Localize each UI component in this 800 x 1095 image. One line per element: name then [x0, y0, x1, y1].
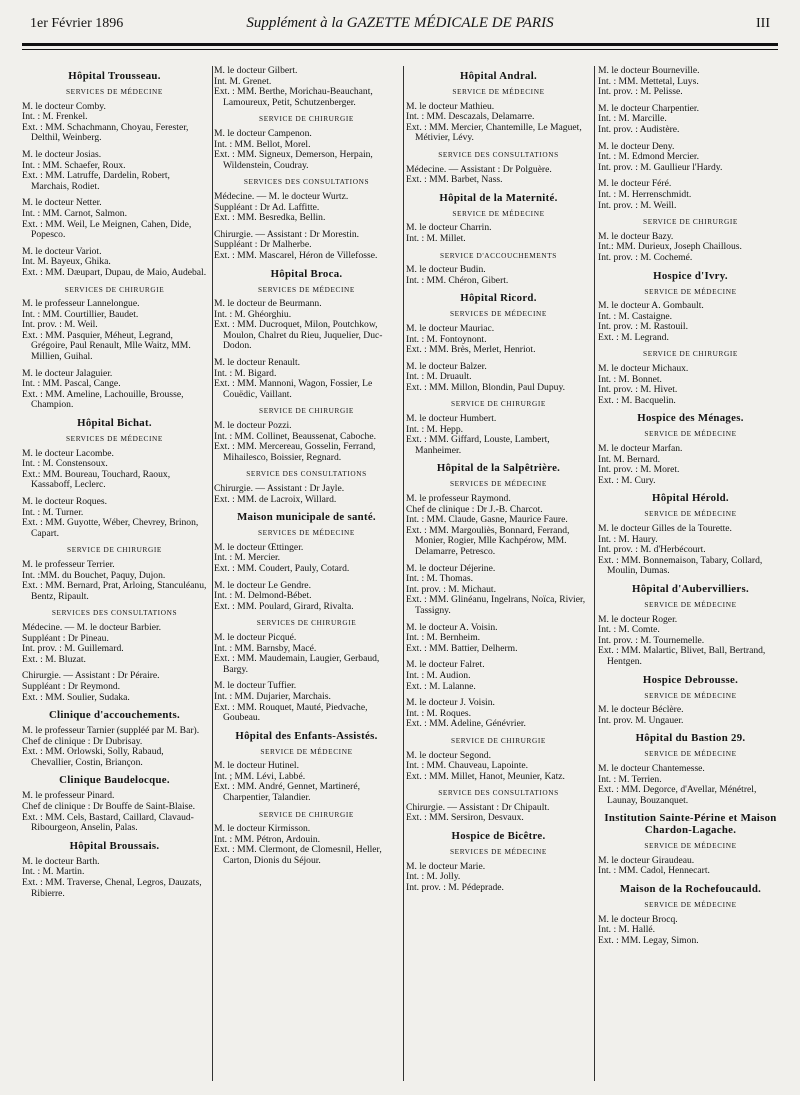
- staff-line: Ext. : MM. Clermont, de Clomesnil, Heller, Carton, Dionis du Séjour.: [214, 844, 382, 867]
- column-divider: [212, 66, 213, 1081]
- staff-entry: [598, 524, 783, 577]
- staff-line: Chirurgie. — Assistant : Dr Péraire.: [22, 670, 160, 682]
- service-heading: SERVICE DE MÉDECINE: [644, 599, 737, 609]
- staff-line: M. le professeur Raymond.: [406, 493, 511, 505]
- staff-line: Int. prov. : M. Pédeprade.: [406, 881, 504, 893]
- service-heading: SERVICE DES CONSULTATIONS: [246, 469, 367, 479]
- staff-line: M. le docteur Barth.: [22, 855, 100, 867]
- staff-line: Int. ; MM. Lévi, Labbé.: [214, 770, 306, 782]
- staff-line: M. le docteur Gilbert.: [214, 65, 298, 76]
- staff-line: M. le docteur Michaux.: [598, 363, 689, 375]
- staff-entry: [598, 856, 783, 877]
- staff-entry: [598, 764, 783, 806]
- staff-line: Int. prov. : M. Cochemé.: [598, 251, 693, 263]
- staff-line: Ext. : MM. André, Gennet, Martineré, Charpentier, Talandier.: [214, 781, 361, 804]
- staff-line: Int. : M. Delmond-Bébet.: [214, 590, 312, 602]
- staff-line: Ext. : MM. Ducroquet, Milon, Poutchkow, Moulon, Chalret du Rieu, Juquelier, Duc-Dodon.: [214, 319, 383, 352]
- staff-line: M. le docteur Josias.: [22, 148, 102, 160]
- hospital-heading: Hôpital Broca.: [270, 267, 343, 280]
- staff-line: M. le docteur Falret.: [406, 659, 485, 671]
- staff-line: Ext. : MM. Cels, Bastard, Caillard, Clavaud-Ribourgeon, Anselin, Palas.: [22, 811, 194, 834]
- staff-line: M. le docteur Lacombe.: [22, 447, 114, 459]
- staff-line: Int. : MM. Chauveau, Lapointe.: [406, 760, 529, 772]
- staff-line: M. le docteur Roger.: [598, 613, 678, 625]
- staff-entry: [598, 142, 783, 174]
- staff-line: M. le professeur Lannelongue.: [22, 298, 140, 310]
- staff-line: Int. prov. : Audistère.: [598, 123, 680, 135]
- staff-entry: [406, 223, 591, 244]
- staff-line: Ext. : MM. Orlowski, Solly, Rabaud, Chevallier, Costin, Briançon.: [22, 746, 164, 768]
- staff-line: M. le docteur Bazy.: [598, 230, 674, 242]
- staff-entry: [406, 660, 591, 692]
- staff-entry: [22, 102, 207, 144]
- staff-entry: [22, 198, 207, 240]
- staff-line: Ext. : M. Bacquelin.: [598, 394, 676, 406]
- staff-line: Int. prov. : M. Guillemard.: [22, 643, 124, 655]
- staff-line: Int. : M. Constensoux.: [22, 458, 108, 470]
- staff-line: M. le docteur Mauriac.: [406, 322, 495, 334]
- staff-line: Int. : M. Bernheim.: [406, 632, 481, 644]
- staff-line: M. le docteur Roques.: [22, 496, 107, 507]
- staff-line: Int. : MM. Pétron, Ardouin.: [214, 833, 321, 845]
- column-3: [406, 66, 591, 899]
- staff-line: Int. : M. Turner.: [22, 506, 84, 518]
- staff-entry: [22, 497, 207, 539]
- staff-line: Int. : MM. Cadol, Hennecart.: [598, 865, 710, 877]
- staff-line: Int. : M. Bonnet.: [598, 373, 662, 385]
- staff-line: Int. prov. : M. Moret.: [598, 464, 680, 476]
- staff-line: Ext. : M. Lalanne.: [406, 680, 476, 692]
- staff-line: Ext. : MM. Maudemain, Laugier, Gerbaud, Bargy.: [214, 653, 380, 675]
- staff-line: M. le docteur Le Gendre.: [214, 579, 311, 591]
- page-header: [30, 14, 770, 36]
- hospital-heading: Hôpital de la Maternité.: [439, 191, 558, 204]
- column-2: [214, 66, 399, 873]
- staff-entry: [406, 414, 591, 456]
- hospital-heading: Hôpital Broussais.: [69, 839, 160, 852]
- hospital-heading: Hôpital Bichat.: [77, 417, 152, 430]
- staff-line: Int. : M. Ghéorghiu.: [214, 308, 292, 320]
- staff-line: Médecine. — M. le docteur Barbier.: [22, 621, 162, 633]
- staff-line: Ext. : MM. Besredka, Bellin.: [214, 212, 326, 224]
- staff-entry: [406, 324, 591, 356]
- staff-line: Int. : MM. Pascal, Cange.: [22, 378, 121, 390]
- staff-entry: [214, 299, 399, 352]
- staff-line: Chirurgie. — Assistant : Dr Morestin.: [214, 228, 360, 240]
- staff-line: M. le docteur Giraudeau.: [598, 854, 695, 866]
- staff-line: M. le docteur Chantemesse.: [598, 762, 705, 774]
- staff-line: M. le docteur Mathieu.: [406, 100, 495, 112]
- staff-entry: [214, 66, 399, 108]
- service-heading: SERVICES DES CONSULTATIONS: [243, 177, 370, 187]
- header-rule-thick: [22, 43, 778, 46]
- staff-line: Int. : M. Thomas.: [406, 573, 473, 585]
- staff-line: Suppléant : Dr Pineau.: [22, 632, 109, 644]
- staff-entry: [214, 824, 399, 866]
- staff-line: Ext. : MM. Bernard, Prat, Arloing, Stanculéanu, Bentz, Ripault.: [22, 580, 207, 602]
- hospital-heading: Hospice d'Ivry.: [653, 269, 728, 282]
- staff-line: Int. prov. : M. Weil.: [22, 319, 98, 331]
- service-heading: SERVICE DE CHIRURGIE: [451, 735, 546, 745]
- staff-line: Ext. : MM. Malartic, Blivet, Ball, Bertrand, Hentgen.: [598, 645, 766, 667]
- staff-line: Médecine. — M. le docteur Wurtz.: [214, 190, 349, 202]
- staff-line: M. le docteur Tuffier.: [214, 680, 297, 692]
- staff-line: Int. prov. : M. Hivet.: [598, 384, 678, 396]
- staff-entry: [22, 560, 207, 602]
- service-heading: SERVICE DE CHIRURGIE: [259, 809, 354, 819]
- service-heading: SERVICE DE CHIRURGIE: [259, 406, 354, 416]
- service-heading: SERVICES DE MÉDECINE: [66, 87, 163, 96]
- staff-line: Ext. : MM. Sersiron, Desvaux.: [406, 812, 524, 824]
- staff-line: Int. : M. Marcille.: [598, 113, 667, 125]
- staff-line: M. le docteur Œttinger.: [214, 541, 304, 553]
- staff-line: Int. : M. Fontoynont.: [406, 333, 487, 345]
- staff-line: M. le docteur Balzer.: [406, 360, 487, 372]
- staff-entry: [22, 369, 207, 411]
- staff-entry: [406, 623, 591, 655]
- staff-line: Int. : M. Druault.: [406, 371, 472, 383]
- staff-line: Int. : M. Bigard.: [214, 367, 277, 379]
- hospital-heading: Hôpital Trousseau.: [68, 70, 161, 82]
- staff-entry: [406, 265, 591, 286]
- staff-entry: [406, 751, 591, 783]
- staff-entry: [406, 494, 591, 558]
- staff-line: M. le docteur Charrin.: [406, 222, 492, 234]
- staff-line: M. le docteur Kirmisson.: [214, 823, 311, 835]
- staff-line: Chirurgie. — Assistant : Dr Chipault.: [406, 801, 550, 813]
- staff-line: Ext. : MM. Weil, Le Meignen, Cahen, Dide, Popesco.: [22, 218, 192, 241]
- staff-entry: [214, 230, 399, 262]
- staff-line: Ext. : MM. Mascarel, Héron de Villefosse.: [214, 249, 378, 261]
- service-heading: SERVICE D'ACCOUCHEMENTS: [440, 250, 557, 260]
- column-divider: [594, 66, 595, 1081]
- staff-line: Int. prov. : M. Weill.: [598, 199, 677, 211]
- staff-line: M. le docteur Hutinel.: [214, 760, 299, 772]
- hospital-heading: Hospice Debrousse.: [642, 673, 739, 686]
- service-heading: SERVICE DE MÉDECINE: [452, 87, 545, 96]
- staff-entry: [406, 362, 591, 394]
- staff-line: M. le docteur Bourneville.: [598, 65, 700, 76]
- staff-entry: [214, 192, 399, 224]
- staff-entry: [22, 150, 207, 192]
- staff-line: Ext. : MM. Legay, Simon.: [598, 934, 699, 946]
- hospital-heading: Hôpital du Bastion 29.: [635, 732, 746, 745]
- staff-line: Int. prov. M. Ungauer.: [598, 714, 684, 726]
- staff-entry: [406, 803, 591, 824]
- staff-line: Suppléant : Dr Malherbe.: [214, 239, 312, 251]
- staff-line: Ext. : MM. Glinéanu, Ingelrans, Noïca, Rivier, Tassigny.: [406, 594, 586, 616]
- staff-line: M. le docteur Pozzi.: [214, 420, 292, 432]
- staff-line: Int. M. Bayeux, Ghika.: [22, 256, 111, 268]
- staff-line: Chef de clinique : Dr Dubrisay.: [22, 735, 143, 747]
- journal-title: Supplément à la GAZETTE MÉDICALE DE PARIS: [246, 15, 554, 31]
- staff-line: M. le docteur Renault.: [214, 357, 301, 369]
- hospital-heading: Hôpital d'Aubervilliers.: [632, 582, 749, 595]
- staff-entry: [22, 299, 207, 363]
- staff-entry: [22, 857, 207, 899]
- staff-line: M. le docteur A. Gombault.: [598, 300, 704, 312]
- service-heading: SERVICES DE MÉDECINE: [258, 528, 355, 538]
- staff-line: M. le docteur Variot.: [22, 245, 102, 257]
- staff-line: M. le docteur Brocq.: [598, 913, 678, 925]
- staff-line: Int. : M. Frenkel.: [22, 111, 88, 123]
- staff-line: M. le docteur Béclère.: [598, 704, 684, 716]
- service-heading: SERVICE DE CHIRURGIE: [451, 399, 546, 409]
- staff-entry: [598, 705, 783, 726]
- staff-line: Ext. : MM. Signeux, Demerson, Herpain, Wildenstein, Coudray.: [214, 149, 373, 171]
- staff-entry: [214, 129, 399, 171]
- staff-line: Int. : M. Roques.: [406, 707, 472, 719]
- staff-line: Ext. : M. Cury.: [598, 474, 656, 486]
- staff-line: Ext. : MM. Adeline, Génévrier.: [406, 718, 526, 730]
- service-heading: SERVICE DE CHIRURGIE: [67, 545, 162, 555]
- staff-line: Ext. : M. Legrand.: [598, 331, 669, 343]
- service-heading: SERVICES DE MÉDECINE: [450, 479, 547, 489]
- staff-line: Int. prov. : M. Rastouil.: [598, 321, 688, 333]
- staff-entry: [598, 179, 783, 211]
- staff-entry: [406, 165, 591, 186]
- staff-line: M. le docteur Campenon.: [214, 127, 312, 139]
- hospital-heading: Maison de la Rochefoucauld.: [619, 883, 762, 896]
- hospital-heading: Maison municipale de santé.: [237, 511, 376, 524]
- staff-line: Int. : MM. Bellot, Morel.: [214, 138, 311, 150]
- staff-line: Int. : M. Edmond Mercier.: [598, 151, 699, 163]
- staff-line: M. le docteur Humbert.: [406, 413, 497, 425]
- service-heading: SERVICE DE MÉDECINE: [644, 841, 737, 851]
- staff-entry: [598, 444, 783, 486]
- staff-line: Int. : M. Martin.: [22, 866, 85, 878]
- hospital-heading: Institution Sainte-Périne et Maison Chardon-Lagache.: [604, 812, 777, 837]
- staff-entry: [214, 484, 399, 505]
- hospital-heading: Hôpital Andral.: [459, 70, 538, 82]
- staff-line: M. le docteur Jalaguier.: [22, 367, 113, 379]
- staff-line: M. le docteur J. Voisin.: [406, 697, 495, 709]
- service-heading: SERVICE DE MÉDECINE: [644, 429, 737, 439]
- header-rule-thin: [22, 49, 778, 50]
- hospital-heading: Clinique Baudelocque.: [59, 774, 170, 787]
- column-1: [22, 66, 207, 905]
- staff-entry: [406, 102, 591, 144]
- staff-line: Suppléant : Dr Reymond.: [22, 680, 121, 692]
- staff-entry: [598, 232, 783, 264]
- service-heading: SERVICE DE CHIRURGIE: [259, 114, 354, 124]
- service-heading: SERVICE DE MÉDECINE: [644, 749, 737, 759]
- staff-line: Ext. : MM. Dæupart, Dupau, de Maio, Audebal.: [22, 266, 207, 278]
- staff-entry: [22, 671, 207, 703]
- staff-line: Ext. : MM. Bonnemaison, Tabary, Collard, Moulin, Dumas.: [598, 554, 763, 577]
- staff-line: Int. prov. : M. Tournemelle.: [598, 634, 705, 646]
- staff-line: Int. prov. : M. Michaut.: [406, 583, 496, 595]
- staff-line: Ext. : MM. Giffard, Louste, Lambert, Manheimer.: [406, 434, 550, 456]
- staff-entry: [598, 66, 783, 98]
- service-heading: SERVICE DES CONSULTATIONS: [438, 788, 559, 798]
- staff-line: Ext. : MM. Ameline, Lachouille, Brousse, Champion.: [22, 388, 184, 411]
- staff-entry: [598, 915, 783, 947]
- staff-line: M. le docteur Netter.: [22, 197, 102, 209]
- staff-line: Int. : MM. Barnsby, Macé.: [214, 642, 317, 654]
- staff-line: Int. : MM. Collinet, Beaussenat, Caboche.: [214, 430, 377, 442]
- staff-line: Chirurgie. — Assistant : Dr Jayle.: [214, 483, 345, 494]
- staff-line: Int. : M. Audion.: [406, 669, 471, 681]
- staff-line: M. le docteur de Beurmann.: [214, 298, 322, 310]
- staff-line: Ext. : MM. Millon, Blondin, Paul Dupuy.: [406, 381, 566, 393]
- hospital-heading: Clinique d'accouchements.: [48, 709, 181, 722]
- staff-line: Ext. : MM. Pasquier, Méheut, Legrand, Grégoire, Paul Renault, Mlle Waitz, MM. Millien, Guihal.: [22, 329, 191, 363]
- staff-line: M. le docteur Féré.: [598, 178, 672, 190]
- staff-line: Int. : MM. Mettetal, Luys.: [598, 75, 699, 87]
- staff-line: Int. : M. Haury.: [598, 533, 658, 545]
- staff-line: M. le docteur A. Voisin.: [406, 621, 498, 633]
- staff-line: Ext. : MM. de Lacroix, Willard.: [214, 493, 337, 505]
- service-heading: SERVICES DE MÉDECINE: [450, 309, 547, 319]
- service-heading: SERVICE DE MÉDECINE: [644, 509, 737, 519]
- staff-line: M. le docteur Marfan.: [598, 443, 683, 455]
- staff-line: Ext. : MM. Schachmann, Choyau, Ferester, Delthil, Weinberg.: [22, 121, 189, 144]
- staff-line: Int. : M. Hallé.: [598, 924, 656, 936]
- issue-date: 1er Février 1896: [30, 16, 124, 31]
- service-heading: SERVICE DE MÉDECINE: [644, 286, 737, 296]
- staff-entry: [22, 726, 207, 768]
- staff-line: Suppléant : Dr Ad. Laffitte.: [214, 201, 320, 213]
- service-heading: SERVICE DE CHIRURGIE: [643, 349, 738, 359]
- staff-line: M. le docteur Déjerine.: [406, 562, 496, 574]
- staff-line: Int. : MM. Carnot, Salmon.: [22, 207, 127, 219]
- staff-line: Chef de clinique : Dr J.-B. Charcot.: [406, 503, 543, 515]
- service-heading: SERVICES DE MÉDECINE: [258, 284, 355, 294]
- service-heading: SERVICE DE MÉDECINE: [644, 900, 737, 910]
- staff-line: Int. : MM. Claude, Gasne, Maurice Faure.: [406, 514, 568, 526]
- staff-line: M. le docteur Marie.: [406, 860, 486, 872]
- staff-line: Int. : M. Millet.: [406, 232, 466, 244]
- staff-line: Int. : M. Hepp.: [406, 423, 464, 435]
- staff-line: Int. : M. Herrenschmidt.: [598, 188, 692, 200]
- staff-line: Int. prov. : M. d'Herbécourt.: [598, 544, 706, 556]
- staff-entry: [22, 247, 207, 279]
- staff-line: Ext. : MM. Rouquet, Mauté, Piedvache, Goubeau.: [214, 701, 368, 724]
- staff-line: Ext. : M. Bluzat.: [22, 653, 86, 665]
- staff-line: Ext. : MM. Poulard, Girard, Rivalta.: [214, 600, 354, 612]
- staff-entry: [22, 791, 207, 833]
- staff-line: Int. : M. Mercier.: [214, 552, 281, 564]
- staff-line: Int. M. Grenet.: [214, 75, 272, 87]
- staff-entry: [22, 623, 207, 665]
- staff-line: Int. prov. : M. Gaullieur l'Hardy.: [598, 161, 723, 173]
- staff-line: M. le docteur Deny.: [598, 140, 675, 152]
- service-heading: SERVICE DE CHIRURGIE: [643, 217, 738, 227]
- hospital-heading: Hôpital Ricord.: [460, 292, 537, 305]
- service-heading: SERVICE DE MÉDECINE: [644, 690, 737, 700]
- staff-entry: [406, 862, 591, 894]
- staff-line: Ext. : MM. Brès, Merlet, Henriot.: [406, 344, 536, 356]
- staff-line: Ext. : MM. Barbet, Nass.: [406, 174, 503, 186]
- staff-line: Int. M. Bernard.: [598, 453, 661, 465]
- service-heading: SERVICES DE CHIRURGIE: [64, 284, 165, 294]
- staff-entry: [214, 581, 399, 613]
- staff-line: Ext. : MM. Berthe, Morichau-Beauchant, Lamoureux, Petit, Schutzenberger.: [214, 86, 373, 108]
- staff-line: Ext.: MM. Boureau, Touchard, Raoux, Kassaboff, Leclerc.: [22, 468, 171, 491]
- staff-line: Médecine. — Assistant : Dr Polguère.: [406, 163, 552, 175]
- service-heading: SERVICES DE CHIRURGIE: [256, 618, 357, 628]
- hospital-heading: Hospice des Ménages.: [637, 412, 744, 425]
- staff-entry: [214, 543, 399, 575]
- staff-line: Ext. : MM. Mannoni, Wagon, Fossier, Le Couëdic, Vaillant.: [214, 378, 373, 400]
- staff-entry: [598, 301, 783, 343]
- staff-line: Int. : MM. Descazals, Delamarre.: [406, 111, 535, 123]
- staff-line: Int. : MM. Dujarier, Marchais.: [214, 690, 331, 702]
- column-divider: [403, 66, 404, 1081]
- staff-line: M. le docteur Charpentier.: [598, 102, 699, 114]
- staff-line: M. le docteur Picqué.: [214, 631, 297, 643]
- hospital-heading: Hôpital des Enfants-Assistés.: [235, 729, 378, 742]
- staff-line: M. le docteur Budin.: [406, 264, 486, 276]
- staff-line: Ext. : MM. Mercereau, Gosselin, Ferrand, Mihailesco, Boissier, Regnard.: [214, 441, 376, 463]
- staff-entry: [598, 364, 783, 406]
- service-heading: SERVICE DES CONSULTATIONS: [438, 149, 559, 159]
- staff-entry: [406, 698, 591, 730]
- staff-line: M. le professeur Tarnier (suppléé par M. Bar).: [22, 725, 200, 737]
- staff-line: Int. : M. Terrien.: [598, 773, 662, 785]
- staff-line: Ext. : MM. Millet, Hanot, Meunier, Katz.: [406, 770, 565, 782]
- staff-entry: [406, 564, 591, 617]
- staff-line: Ext. : MM. Mercier, Chantemille, Le Maguet, Métivier, Lévy.: [406, 121, 582, 144]
- hospital-heading: Hôpital Hérold.: [652, 492, 729, 505]
- staff-line: Int. : M. Jolly.: [406, 871, 461, 883]
- staff-line: M. le docteur Gilles de la Tourette.: [598, 523, 732, 534]
- staff-line: Int. prov. : M. Pelisse.: [598, 86, 683, 98]
- service-heading: SERVICES DES CONSULTATIONS: [51, 608, 178, 618]
- staff-entry: [214, 681, 399, 723]
- staff-line: M. le docteur Comby.: [22, 100, 106, 112]
- staff-line: M. le professeur Terrier.: [22, 558, 115, 570]
- staff-line: Ext. : MM. Soulier, Sudaka.: [22, 691, 130, 703]
- staff-line: Ext. : MM. Coudert, Pauly, Cotard.: [214, 562, 350, 574]
- staff-line: Ext. : MM. Traverse, Chenal, Legros, Dauzats, Ribierre.: [22, 877, 202, 899]
- staff-line: Ext. : MM. Guyotte, Wéber, Chevrey, Brinon, Capart.: [22, 517, 199, 539]
- staff-line: Int. : M. Comte.: [598, 624, 660, 636]
- service-heading: SERVICE DE MÉDECINE: [260, 746, 353, 756]
- staff-line: Int. : M. Castaigne.: [598, 310, 673, 322]
- staff-entry: [214, 358, 399, 400]
- staff-line: Ext. : MM. Margouliès, Bonnard, Ferrand, Monier, Rogier, Mlle Kachpérow, MM. Delamarre, Petresco.: [406, 524, 570, 557]
- staff-entry: [22, 449, 207, 491]
- staff-line: M. le docteur Segond.: [406, 749, 491, 761]
- staff-line: Chef de clinique : Dr Bouffe de Saint-Blaise.: [22, 801, 196, 813]
- service-heading: SERVICE DE MÉDECINE: [452, 208, 545, 218]
- staff-line: Int. : MM. Courtillier, Baudet.: [22, 308, 139, 320]
- staff-line: Ext. : MM. Latruffe, Dardelin, Robert, Marchais, Rodiet.: [22, 170, 170, 192]
- staff-line: Int. : MM. Schaefer, Roux.: [22, 159, 126, 171]
- staff-entry: [214, 633, 399, 675]
- staff-line: M. le professeur Pinard.: [22, 790, 115, 802]
- hospital-heading: Hôpital de la Salpêtrière.: [436, 462, 561, 475]
- staff-line: Ext. : MM. Battier, Delherm.: [406, 642, 518, 654]
- page-number: III: [756, 16, 770, 31]
- hospital-heading: Hospice de Bicêtre.: [451, 830, 546, 843]
- staff-line: Int.: MM. Durieux, Joseph Chaillous.: [598, 241, 742, 253]
- service-heading: SERVICES DE MÉDECINE: [450, 847, 547, 857]
- listing-columns: [22, 66, 778, 1086]
- staff-line: Ext. : MM. Degorce, d'Avellar, Ménétrel, Launay, Bouzanquet.: [598, 784, 757, 806]
- staff-entry: [214, 761, 399, 803]
- staff-entry: [214, 421, 399, 463]
- staff-entry: [598, 104, 783, 136]
- column-4: [598, 66, 783, 952]
- staff-entry: [598, 615, 783, 668]
- service-heading: SERVICES DE MÉDECINE: [66, 434, 163, 444]
- staff-line: Int. : MM. Chéron, Gibert.: [406, 274, 509, 286]
- staff-line: Int. :MM. du Bouchet, Paquy, Dujon.: [22, 569, 166, 581]
